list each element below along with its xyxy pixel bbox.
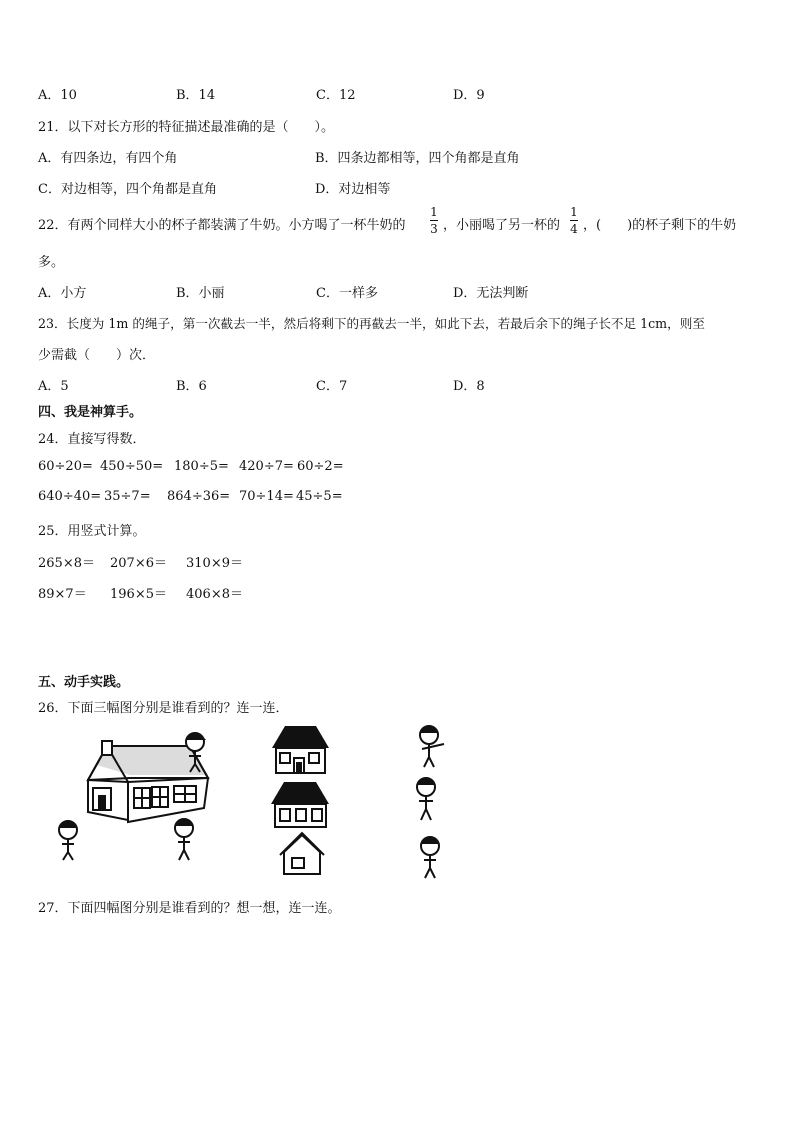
- kid-figure-3: [420, 837, 440, 878]
- q24-item: 640÷40=: [38, 489, 102, 504]
- q22-stem-a: 22．有两个同样大小的杯子都装满了牛奶。小方喝了一杯牛奶的: [38, 218, 406, 233]
- q24-item: 45÷5=: [296, 489, 343, 504]
- q21-option-a: A．有四条边，有四个角: [38, 151, 178, 166]
- q25-item: 265×8＝: [38, 556, 95, 571]
- q21-option-d: D．对边相等: [315, 182, 391, 197]
- q24-item: 60÷20=: [38, 459, 93, 474]
- q27-stem: 27．下面四幅图分别是谁看到的？想一想，连一连。: [38, 901, 341, 916]
- q24-item: 864÷36=: [167, 489, 231, 504]
- q23-option-b: B．6: [176, 379, 207, 394]
- q25-item: 196×5＝: [110, 587, 167, 602]
- q24-item: 180÷5=: [174, 459, 229, 474]
- q25-item: 310×9＝: [186, 556, 243, 571]
- q21-stem: 21．以下对长方形的特征描述最准确的是（ ）。: [38, 120, 335, 135]
- q22-fraction-2-num: 1: [570, 205, 578, 219]
- q22-stem-d: 多。: [38, 255, 65, 270]
- q25-item: 89×7＝: [38, 587, 87, 602]
- q23-option-a: A．5: [38, 379, 69, 394]
- q25-stem: 25．用竖式计算。: [38, 524, 146, 539]
- q23-stem-b: 少需截（ ）次．: [38, 348, 156, 363]
- q22-stem-c: ，( )的杯子剩下的牛奶: [583, 218, 737, 233]
- q23-stem-a: 23．长度为 1m 的绳子，第一次截去一半，然后将剩下的再截去一半，如此下去，若最后余下的绳子长不足 1cm，则至: [38, 316, 705, 331]
- q23-option-d: D．8: [453, 379, 485, 394]
- q25-item: 207×6＝: [110, 556, 167, 571]
- q24-stem: 24．直接写得数．: [38, 432, 146, 447]
- q22-fraction-1-num: 1: [430, 205, 438, 219]
- house-3d-illustration: [88, 741, 208, 822]
- q22-option-c: C．一样多: [316, 286, 378, 301]
- q24-item: 35÷7=: [104, 489, 151, 504]
- q22-option-b: B．小丽: [176, 286, 225, 301]
- q25-item: 406×8＝: [186, 587, 243, 602]
- q20-option-a: A．10: [38, 88, 77, 103]
- kid-bottom-left: [58, 821, 78, 860]
- q22-stem-b: ，小丽喝了另一杯的: [443, 218, 561, 233]
- q23-option-c: C．7: [316, 379, 348, 394]
- q21-option-b: B．四条边都相等，四个角都是直角: [315, 151, 520, 166]
- kid-bottom-middle: [174, 819, 194, 860]
- house-view-back: [271, 782, 329, 827]
- q24-item: 60÷2=: [297, 459, 344, 474]
- q20-option-d: D．9: [453, 88, 485, 103]
- q20-option-c: C．12: [316, 88, 356, 103]
- q22-option-d: D．无法判断: [453, 286, 529, 301]
- q26-stem: 26．下面三幅图分别是谁看到的？连一连．: [38, 701, 289, 716]
- q24-item: 420÷7=: [239, 459, 294, 474]
- q22-option-a: A．小方: [38, 286, 87, 301]
- kid-figure-2: [416, 778, 436, 820]
- section-5-title: 五、动手实践。: [38, 675, 130, 690]
- house-view-side: [280, 833, 324, 874]
- kid-figure-1: [419, 726, 444, 767]
- section-4-title: 四、我是神算手。: [38, 405, 143, 420]
- q24-item: 70÷14=: [239, 489, 294, 504]
- q22-fraction-1-den: 3: [430, 222, 438, 236]
- q20-option-b: B．14: [176, 88, 216, 103]
- q24-item: 450÷50=: [100, 459, 164, 474]
- q22-fraction-2-den: 4: [570, 222, 578, 236]
- q21-option-c: C．对边相等，四个角都是直角: [38, 182, 217, 197]
- house-view-front: [272, 726, 329, 773]
